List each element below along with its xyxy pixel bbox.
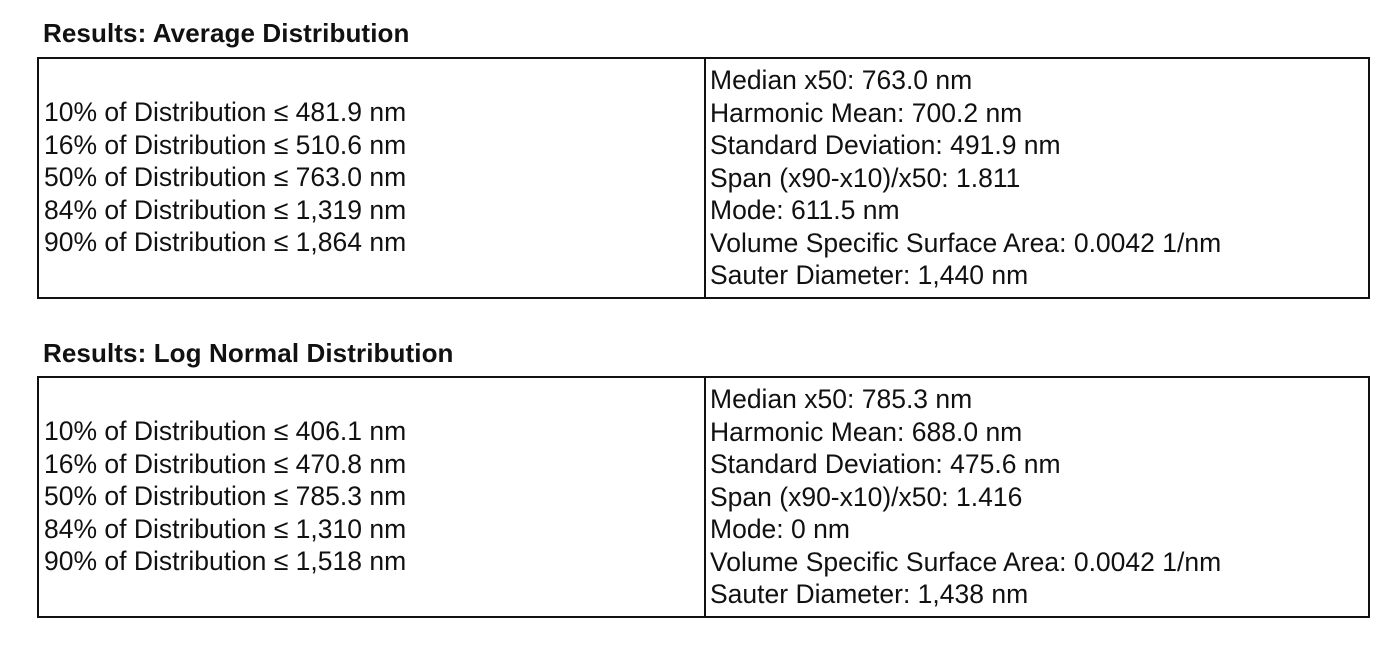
section-title-log-normal: Results: Log Normal Distribution: [43, 338, 454, 368]
percentile-column: [44, 96, 406, 259]
percentile-row: 10% of Distribution ≤ 406.1 nm: [44, 416, 407, 446]
column-divider: [704, 59, 706, 297]
percentile-column: [44, 415, 406, 578]
percentile-row: 10% of Distribution ≤ 481.9 nm: [44, 97, 407, 127]
statistic-row: Standard Deviation: 491.9 nm: [710, 130, 1061, 160]
statistic-row: Harmonic Mean: 700.2 nm: [710, 97, 1023, 128]
percentile-row: 90% of Distribution ≤ 1,518 nm: [44, 546, 407, 576]
statistics-column: [710, 64, 1221, 292]
results-table-average: [37, 57, 1370, 299]
statistic-row: Span (x90-x10)/x50: 1.811: [710, 162, 1021, 193]
statistic-row: Volume Specific Surface Area: 0.0042 1/nm: [710, 546, 1222, 577]
statistic-row: Sauter Diameter: 1,440 nm: [710, 260, 1029, 290]
percentile-row: 90% of Distribution ≤ 1,864 nm: [44, 227, 407, 257]
percentile-row: 16% of Distribution ≤ 470.8 nm: [44, 448, 407, 479]
statistic-row: Median x50: 763.0 nm: [710, 65, 973, 95]
statistic-row: Sauter Diameter: 1,438 nm: [710, 579, 1029, 609]
percentile-row: 50% of Distribution ≤ 785.3 nm: [44, 481, 407, 511]
section-title-average: Results: Average Distribution: [43, 18, 410, 48]
statistic-row: Mode: 0 nm: [710, 514, 850, 544]
percentile-row: 84% of Distribution ≤ 1,310 nm: [44, 513, 407, 544]
percentile-row: 16% of Distribution ≤ 510.6 nm: [44, 129, 407, 160]
statistic-row: Mode: 611.5 nm: [710, 195, 900, 225]
statistics-column: [710, 383, 1221, 611]
column-divider: [704, 378, 706, 616]
statistic-row: Volume Specific Surface Area: 0.0042 1/nm: [710, 227, 1222, 258]
percentile-row: 50% of Distribution ≤ 763.0 nm: [44, 162, 407, 192]
percentile-row: 84% of Distribution ≤ 1,319 nm: [44, 194, 407, 225]
statistic-row: Harmonic Mean: 688.0 nm: [710, 416, 1023, 447]
statistic-row: Median x50: 785.3 nm: [710, 384, 973, 414]
results-table-log-normal: [37, 376, 1370, 618]
statistic-row: Span (x90-x10)/x50: 1.416: [710, 481, 1023, 512]
statistic-row: Standard Deviation: 475.6 nm: [710, 449, 1061, 479]
